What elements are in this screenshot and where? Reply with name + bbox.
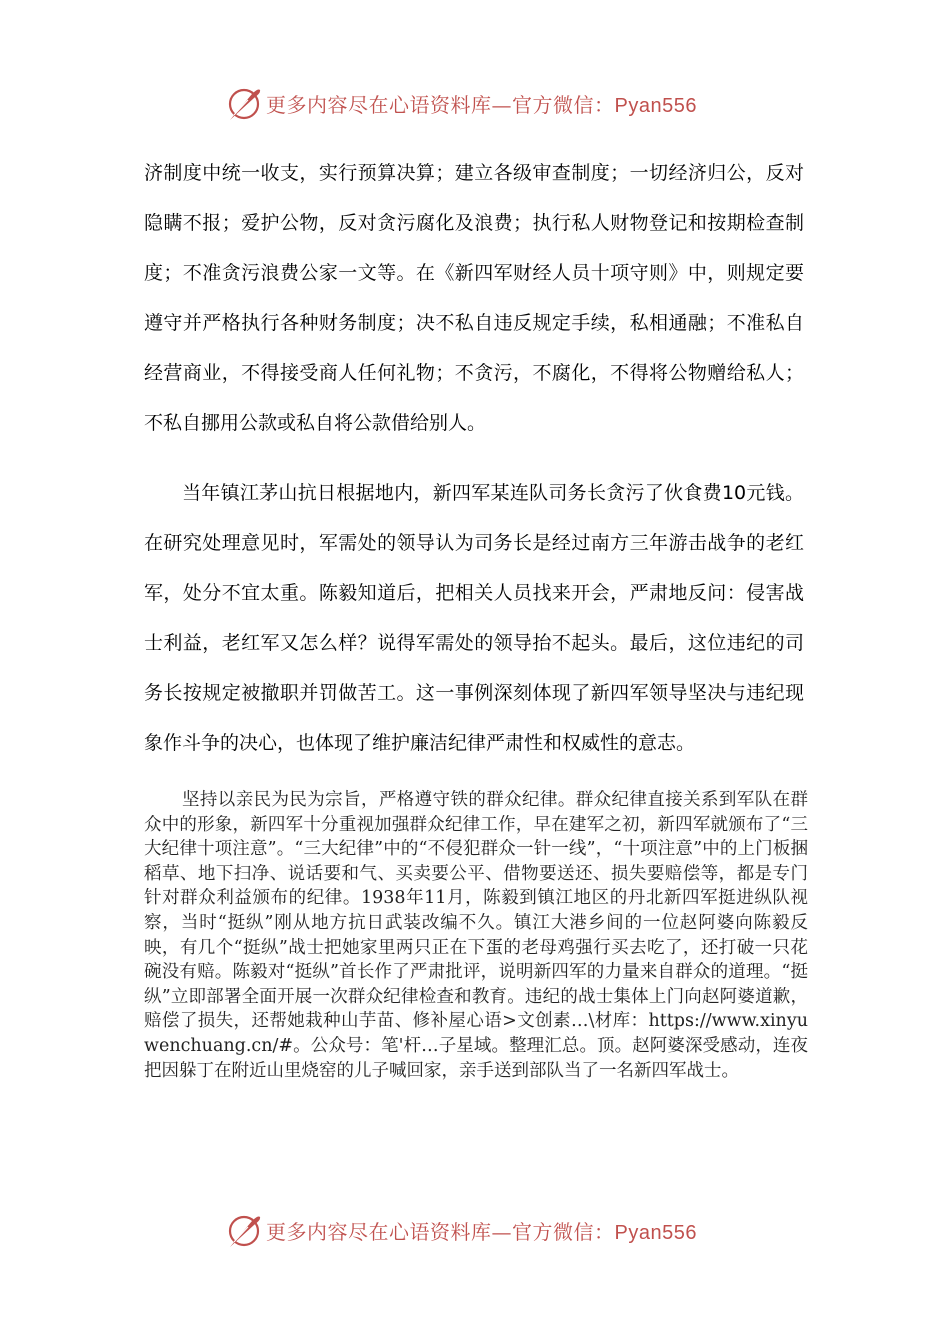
quill-pen-logo-icon (224, 1211, 264, 1251)
paragraph-3: 坚持以亲民为民为宗旨，严格遵守铁的群众纪律。群众纪律直接关系到军队在群众中的形象，新四军十分重视加强群众纪律工作，早在建军之初，新四军就颁布了“三大纪律十项注意”。“三大纪律”中的“不侵犯群众一针一线”，“十项注意”中的上门板捆稻草、地下扫净、说话要和气、买卖要公平、借物要送还、损失要赔偿等，都是专门针对群众利益颁布的纪律。1938年11月，陈毅到镇江地区的丹北新四军挺进纵队视察，当时“挺纵”刚从地方抗日武装改编不久。镇江大港乡间的一位赵阿婆向陈毅反映，有几个“挺纵”战士把她家里两只正在下蛋的老母鸡强行买去吃了，还打破一只花碗没有赔。陈毅对“挺纵”首长作了严肃批评，说明新四军的力量来自群众的道理。“挺纵”立即部署全面开展一次群众纪律检查和教育。违纪的战士集体上门向赵阿婆道歉，赔偿了损失，还帮她栽种山芋苗、修补屋心语>文创素…\材库：https://www.xinyuwenchuang.cn/#。公众号：笔'杆…子星域。整理汇总。顶。赵阿婆深受感动，连夜把因躲丁在附近山里烧窑的儿子喊回家，亲手送到部队当了一名新四军战士。 (144, 790, 808, 1081)
paragraph-1: 济制度中统一收支，实行预算决算；建立各级审查制度；一切经济归公，反对隐瞒不报；爱护公物，反对贪污腐化及浪费；执行私人财物登记和按期检查制度；不准贪污浪费公家一文等。在《新四军财经人员十项守则》中，则规定要遵守并严格执行各种财务制度；决不私自违反规定手续，私相通融；不准私自经营商业，不得接受商人任何礼物；不贪污，不腐化，不得将公物赠给私人；不私自挪用公款或私自将公款借给别人。 (144, 162, 804, 434)
banner-text: 更多内容尽在心语资料库—官方微信：Pyan556 (266, 1220, 697, 1244)
header-banner (0, 80, 950, 128)
quill-pen-logo-icon (224, 84, 264, 124)
wechat-id: Pyan556 (614, 1222, 697, 1244)
footer-banner (0, 1207, 950, 1255)
paragraph-2: 当年镇江茅山抗日根据地内，新四军某连队司务长贪污了伙食费10元钱。在研究处理意见时，军需处的领导认为司务长是经过南方三年游击战争的老红军，处分不宜太重。陈毅知道后，把相关人员找来开会，严肃地反问：侵害战士利益，老红军又怎么样？说得军需处的领导抬不起头。最后，这位违纪的司务长按规定被撤职并罚做苦工。这一事例深刻体现了新四军领导坚决与违纪现象作斗争的决心，也体现了维护廉洁纪律严肃性和权威性的意志。 (144, 482, 804, 754)
wechat-id: Pyan556 (614, 95, 697, 117)
banner-text: 更多内容尽在心语资料库—官方微信：Pyan556 (266, 93, 697, 117)
